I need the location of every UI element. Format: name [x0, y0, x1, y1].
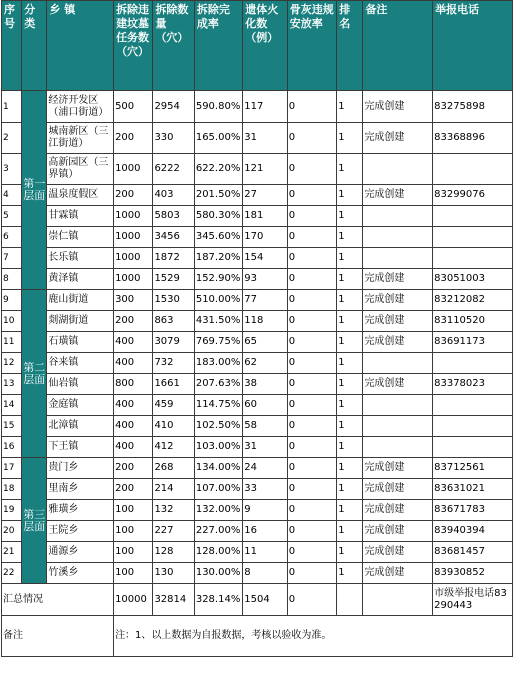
row-seq: 22: [2, 563, 22, 584]
row-seq: 18: [2, 479, 22, 500]
row-remark: [363, 395, 433, 416]
row-phone: 83671783: [433, 500, 513, 521]
table-row: [2, 458, 513, 479]
row-phone: 83691173: [433, 332, 513, 353]
table-row: [2, 311, 513, 332]
row-seq: 3: [2, 154, 22, 185]
row-removed: 330: [153, 123, 194, 154]
row-removed: 5803: [153, 206, 194, 227]
row-ash-rate: 0: [287, 123, 336, 154]
row-rate: 227.00%: [194, 521, 242, 542]
row-phone: [433, 353, 513, 374]
row-town: 温泉度假区: [47, 185, 114, 206]
row-seq: 6: [2, 227, 22, 248]
row-remark: 完成创建: [363, 269, 433, 290]
row-rate: 134.00%: [194, 458, 242, 479]
row-rank: 1: [337, 542, 363, 563]
row-target: 200: [114, 123, 153, 154]
row-removed: 3079: [153, 332, 194, 353]
row-remark: 完成创建: [363, 542, 433, 563]
row-target: 500: [114, 91, 153, 123]
row-removed: 3456: [153, 227, 194, 248]
row-cremation: 65: [243, 332, 287, 353]
row-remark: [363, 248, 433, 269]
row-ash-rate: 0: [287, 479, 336, 500]
row-town: 王院乡: [47, 521, 114, 542]
row-seq: 14: [2, 395, 22, 416]
tier-label: 第二层面: [22, 290, 47, 458]
row-town: 里南乡: [47, 479, 114, 500]
summary-rate: 328.14%: [194, 584, 242, 616]
row-rate: 580.30%: [194, 206, 242, 227]
row-phone: 83212082: [433, 290, 513, 311]
header-ash-rate: 骨灰违规安放率: [287, 1, 336, 91]
row-seq: 9: [2, 290, 22, 311]
row-ash-rate: 0: [287, 353, 336, 374]
row-seq: 10: [2, 311, 22, 332]
row-remark: 完成创建: [363, 479, 433, 500]
row-removed: 1661: [153, 374, 194, 395]
row-cremation: 77: [243, 290, 287, 311]
row-town: 谷来镇: [47, 353, 114, 374]
table-row: [2, 248, 513, 269]
header-rank: 排名: [337, 1, 363, 91]
row-target: 100: [114, 563, 153, 584]
row-phone: [433, 395, 513, 416]
row-town: 剡湖街道: [47, 311, 114, 332]
row-cremation: 58: [243, 416, 287, 437]
table-row: [2, 542, 513, 563]
row-town: 下王镇: [47, 437, 114, 458]
table-row: [2, 374, 513, 395]
row-ash-rate: 0: [287, 311, 336, 332]
row-target: 400: [114, 416, 153, 437]
row-ash-rate: 0: [287, 395, 336, 416]
row-rank: 1: [337, 479, 363, 500]
row-rank: 1: [337, 437, 363, 458]
row-rank: 1: [337, 290, 363, 311]
header-town: 乡 镇: [47, 1, 114, 91]
row-rate: 114.75%: [194, 395, 242, 416]
row-ash-rate: 0: [287, 269, 336, 290]
row-phone: [433, 227, 513, 248]
table-row: [2, 395, 513, 416]
row-rate: 183.00%: [194, 353, 242, 374]
row-rank: 1: [337, 269, 363, 290]
header-target: 拆除违建坟墓任务数（穴）: [114, 1, 153, 91]
row-removed: 732: [153, 353, 194, 374]
row-removed: 2954: [153, 91, 194, 123]
row-removed: 410: [153, 416, 194, 437]
row-phone: 83631021: [433, 479, 513, 500]
row-rank: 1: [337, 227, 363, 248]
row-target: 100: [114, 542, 153, 563]
row-cremation: 170: [243, 227, 287, 248]
footer-label: 备注: [2, 616, 114, 657]
row-phone: 83712561: [433, 458, 513, 479]
row-removed: 1529: [153, 269, 194, 290]
row-target: 1000: [114, 227, 153, 248]
row-cremation: 11: [243, 542, 287, 563]
row-removed: 6222: [153, 154, 194, 185]
row-rank: 1: [337, 500, 363, 521]
row-rate: 152.90%: [194, 269, 242, 290]
row-cremation: 31: [243, 123, 287, 154]
row-ash-rate: 0: [287, 458, 336, 479]
row-rank: 1: [337, 154, 363, 185]
row-remark: 完成创建: [363, 521, 433, 542]
row-cremation: 60: [243, 395, 287, 416]
row-removed: 268: [153, 458, 194, 479]
row-seq: 15: [2, 416, 22, 437]
row-seq: 12: [2, 353, 22, 374]
row-remark: 完成创建: [363, 332, 433, 353]
row-cremation: 38: [243, 374, 287, 395]
row-phone: 83368896: [433, 123, 513, 154]
row-rate: 130.00%: [194, 563, 242, 584]
row-ash-rate: 0: [287, 500, 336, 521]
row-seq: 16: [2, 437, 22, 458]
row-rank: 1: [337, 332, 363, 353]
row-removed: 459: [153, 395, 194, 416]
table-row: [2, 437, 513, 458]
row-rank: 1: [337, 206, 363, 227]
row-target: 200: [114, 185, 153, 206]
row-phone: [433, 437, 513, 458]
row-phone: 83275898: [433, 91, 513, 123]
table-row: [2, 521, 513, 542]
row-phone: 83930852: [433, 563, 513, 584]
row-seq: 21: [2, 542, 22, 563]
row-cremation: 24: [243, 458, 287, 479]
row-town: 鹿山街道: [47, 290, 114, 311]
table-row: [2, 269, 513, 290]
header-row: [2, 1, 513, 91]
summary-row: [2, 584, 513, 616]
row-rate: 201.50%: [194, 185, 242, 206]
row-seq: 5: [2, 206, 22, 227]
row-town: 通源乡: [47, 542, 114, 563]
summary-rank: [337, 584, 363, 616]
table-row: [2, 332, 513, 353]
row-remark: [363, 206, 433, 227]
row-target: 400: [114, 353, 153, 374]
row-removed: 403: [153, 185, 194, 206]
table-row: [2, 123, 513, 154]
row-rank: 1: [337, 563, 363, 584]
row-seq: 11: [2, 332, 22, 353]
row-town: 金庭镇: [47, 395, 114, 416]
row-rate: 345.60%: [194, 227, 242, 248]
tier-label: 第一层面: [22, 91, 47, 290]
row-target: 200: [114, 479, 153, 500]
row-seq: 7: [2, 248, 22, 269]
row-phone: [433, 154, 513, 185]
row-rank: 1: [337, 521, 363, 542]
row-target: 300: [114, 290, 153, 311]
row-ash-rate: 0: [287, 521, 336, 542]
row-remark: [363, 227, 433, 248]
row-remark: [363, 437, 433, 458]
row-rate: 107.00%: [194, 479, 242, 500]
table-row: [2, 353, 513, 374]
row-seq: 8: [2, 269, 22, 290]
row-ash-rate: 0: [287, 290, 336, 311]
row-town: 北漳镇: [47, 416, 114, 437]
row-rate: 128.00%: [194, 542, 242, 563]
summary-phone: 市级举报电话83290443: [433, 584, 513, 616]
row-seq: 19: [2, 500, 22, 521]
row-target: 1000: [114, 269, 153, 290]
summary-ash-rate: 0: [287, 584, 336, 616]
row-rank: 1: [337, 458, 363, 479]
row-ash-rate: 0: [287, 542, 336, 563]
row-remark: 完成创建: [363, 311, 433, 332]
row-ash-rate: 0: [287, 206, 336, 227]
row-rate: 132.00%: [194, 500, 242, 521]
table-row: [2, 206, 513, 227]
row-phone: 83940394: [433, 521, 513, 542]
row-remark: 完成创建: [363, 123, 433, 154]
row-removed: 214: [153, 479, 194, 500]
row-rate: 165.00%: [194, 123, 242, 154]
row-seq: 1: [2, 91, 22, 123]
row-removed: 132: [153, 500, 194, 521]
summary-removed: 32814: [153, 584, 194, 616]
summary-target: 10000: [114, 584, 153, 616]
row-rank: 1: [337, 185, 363, 206]
row-rank: 1: [337, 91, 363, 123]
header-cremation: 遗体火化数（例）: [243, 1, 287, 91]
row-rate: 187.20%: [194, 248, 242, 269]
row-rank: 1: [337, 311, 363, 332]
row-target: 200: [114, 311, 153, 332]
footer-note: 注：1、以上数据为自报数据，考核以验收为准。: [114, 616, 513, 657]
row-remark: 完成创建: [363, 185, 433, 206]
row-ash-rate: 0: [287, 154, 336, 185]
row-seq: 17: [2, 458, 22, 479]
row-target: 400: [114, 332, 153, 353]
row-cremation: 121: [243, 154, 287, 185]
row-cremation: 118: [243, 311, 287, 332]
row-rank: 1: [337, 395, 363, 416]
row-ash-rate: 0: [287, 332, 336, 353]
header-seq: 序号: [2, 1, 22, 91]
tier-label: 第三层面: [22, 458, 47, 584]
row-ash-rate: 0: [287, 437, 336, 458]
row-remark: [363, 353, 433, 374]
row-rate: 769.75%: [194, 332, 242, 353]
row-target: 1000: [114, 206, 153, 227]
footer-row: [2, 616, 513, 657]
row-rate: 102.50%: [194, 416, 242, 437]
row-rank: 1: [337, 123, 363, 154]
row-seq: 20: [2, 521, 22, 542]
row-cremation: 33: [243, 479, 287, 500]
row-target: 100: [114, 500, 153, 521]
row-ash-rate: 0: [287, 374, 336, 395]
row-phone: 83299076: [433, 185, 513, 206]
row-town: 黄泽镇: [47, 269, 114, 290]
row-town: 竹溪乡: [47, 563, 114, 584]
table-row: [2, 479, 513, 500]
row-rank: 1: [337, 248, 363, 269]
row-town: 石璜镇: [47, 332, 114, 353]
row-town: 贵门乡: [47, 458, 114, 479]
row-rate: 103.00%: [194, 437, 242, 458]
row-remark: 完成创建: [363, 290, 433, 311]
row-remark: 完成创建: [363, 500, 433, 521]
row-removed: 412: [153, 437, 194, 458]
table-row: [2, 91, 513, 123]
row-rate: 622.20%: [194, 154, 242, 185]
row-remark: [363, 154, 433, 185]
row-rate: 207.63%: [194, 374, 242, 395]
row-rank: 1: [337, 416, 363, 437]
statistics-table: [1, 0, 513, 657]
row-rate: 510.00%: [194, 290, 242, 311]
row-ash-rate: 0: [287, 227, 336, 248]
table-row: [2, 563, 513, 584]
row-cremation: 27: [243, 185, 287, 206]
row-town: 高新园区（三界镇）: [47, 154, 114, 185]
row-removed: 130: [153, 563, 194, 584]
row-phone: [433, 416, 513, 437]
table-row: [2, 500, 513, 521]
row-removed: 863: [153, 311, 194, 332]
summary-label: 汇总情况: [2, 584, 114, 616]
row-cremation: 31: [243, 437, 287, 458]
row-removed: 1530: [153, 290, 194, 311]
row-phone: 83681457: [433, 542, 513, 563]
row-cremation: 117: [243, 91, 287, 123]
table-row: [2, 185, 513, 206]
row-remark: [363, 416, 433, 437]
row-target: 400: [114, 395, 153, 416]
table-row: [2, 290, 513, 311]
row-cremation: 62: [243, 353, 287, 374]
summary-remark: [363, 584, 433, 616]
header-remark: 备注: [363, 1, 433, 91]
row-removed: 1872: [153, 248, 194, 269]
header-rate: 拆除完成率: [194, 1, 242, 91]
row-cremation: 8: [243, 563, 287, 584]
row-town: 长乐镇: [47, 248, 114, 269]
row-phone: 83110520: [433, 311, 513, 332]
row-rate: 431.50%: [194, 311, 242, 332]
summary-cremation: 1504: [243, 584, 287, 616]
header-phone: 举报电话: [433, 1, 513, 91]
row-cremation: 181: [243, 206, 287, 227]
row-rank: 1: [337, 374, 363, 395]
table-row: [2, 227, 513, 248]
row-ash-rate: 0: [287, 185, 336, 206]
header-removed: 拆除数量（穴）: [153, 1, 194, 91]
header-category: 分类: [22, 1, 47, 91]
row-phone: [433, 206, 513, 227]
row-phone: 83378023: [433, 374, 513, 395]
row-cremation: 93: [243, 269, 287, 290]
row-ash-rate: 0: [287, 91, 336, 123]
row-target: 400: [114, 437, 153, 458]
row-target: 200: [114, 458, 153, 479]
row-ash-rate: 0: [287, 563, 336, 584]
row-cremation: 9: [243, 500, 287, 521]
row-town: 雅璜乡: [47, 500, 114, 521]
row-town: 崇仁镇: [47, 227, 114, 248]
row-cremation: 16: [243, 521, 287, 542]
row-target: 800: [114, 374, 153, 395]
row-town: 甘霖镇: [47, 206, 114, 227]
row-target: 100: [114, 521, 153, 542]
row-seq: 4: [2, 185, 22, 206]
row-remark: 完成创建: [363, 563, 433, 584]
row-ash-rate: 0: [287, 248, 336, 269]
row-removed: 128: [153, 542, 194, 563]
row-seq: 13: [2, 374, 22, 395]
row-cremation: 154: [243, 248, 287, 269]
row-rank: 1: [337, 353, 363, 374]
row-target: 1000: [114, 154, 153, 185]
row-removed: 227: [153, 521, 194, 542]
row-town: 仙岩镇: [47, 374, 114, 395]
row-phone: [433, 248, 513, 269]
row-town: 城南新区（三江街道）: [47, 123, 114, 154]
row-remark: 完成创建: [363, 91, 433, 123]
row-town: 经济开发区 （浦口街道）: [47, 91, 114, 123]
table-row: [2, 154, 513, 185]
row-seq: 2: [2, 123, 22, 154]
table-row: [2, 416, 513, 437]
row-remark: 完成创建: [363, 458, 433, 479]
row-rate: 590.80%: [194, 91, 242, 123]
table-body: [2, 91, 513, 584]
row-remark: 完成创建: [363, 374, 433, 395]
row-ash-rate: 0: [287, 416, 336, 437]
row-phone: 83051003: [433, 269, 513, 290]
row-target: 1000: [114, 248, 153, 269]
